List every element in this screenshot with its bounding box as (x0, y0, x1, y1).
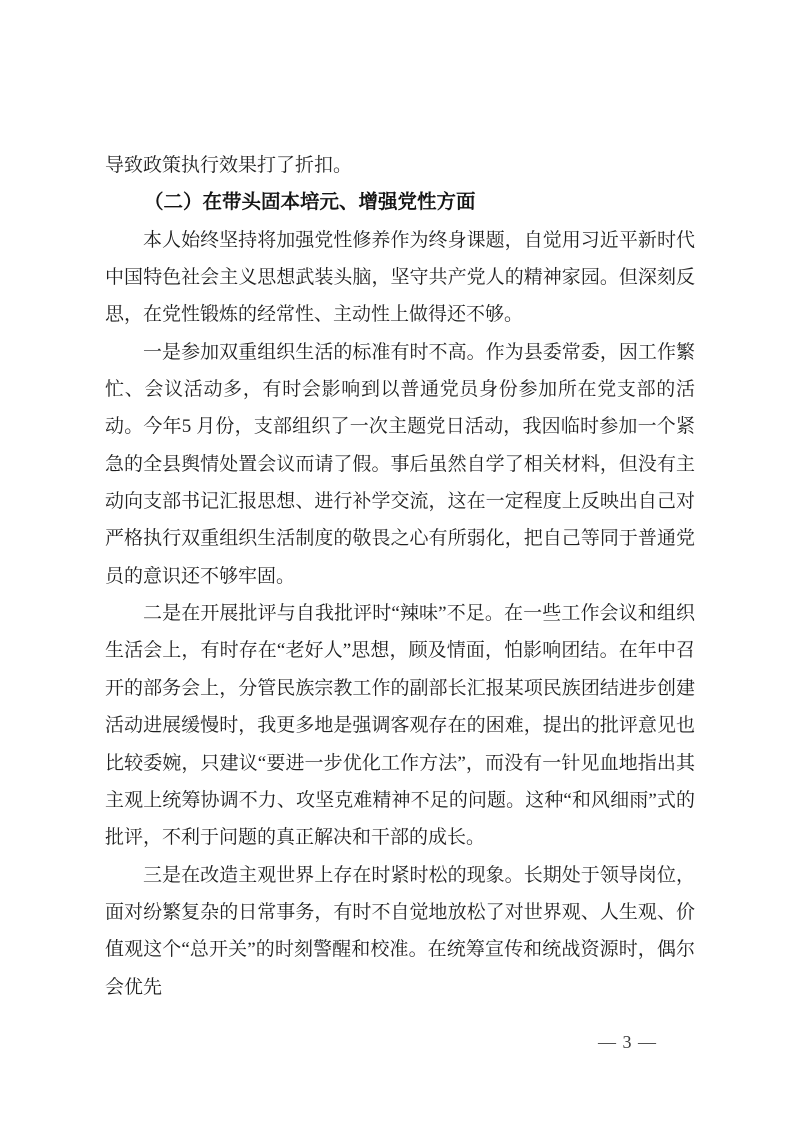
page-number: — 3 — (598, 1032, 657, 1052)
section-heading: （二）在带头固本培元、增强党性方面 (144, 192, 476, 214)
paragraph-point-two: 二是在开展批评与自我批评时“辣味”不足。在一些工作会议和组织生活会上，有时存在“老好人”思想，顾及情面，怕影响团结。在年中召开的部务会上，分管民族宗教工作的副部长汇报某项民族团结进步创建活动进展缓慢时，我更多地是强调客观存在的困难，提出的批评意见也比较委婉，只建议“要进一步优化工作方法”，而没有一针见血地指出其主观上统筹协调不力、攻坚克难精神不足的问题。这种“和风细雨”式的批评，不利于问题的真正解决和干部的成长。 (105, 603, 695, 849)
document-body (105, 147, 695, 1006)
paragraph-point-one: 一是参加双重组织生活的标准有时不高。作为县委常委，因工作繁忙、会议活动多，有时会影响到以普通党员身份参加所在党支部的活动。今年5 月份，支部组织了一次主题党日活动，我因临时参加一个紧急的全县舆情处置会议而请了假。事后虽然自学了相关材料，但没有主动向支部书记汇报思想、进行补学交流，这在一定程度上反映出自己对严格执行双重组织生活制度的敬畏之心有所弱化，把自己等同于普通党员的意识还不够牢固。 (105, 341, 695, 587)
paragraph-continuation: 导致政策执行效果打了折扣。 (105, 155, 353, 176)
paragraph-party-spirit-intro: 本人始终坚持将加强党性修养作为终身课题，自觉用习近平新时代中国特色社会主义思想武装头脑，坚守共产党人的精神家园。但深刻反思，在党性锻炼的经常性、主动性上做得还不够。 (105, 229, 695, 326)
paragraph-point-three: 三是在改造主观世界上存在时紧时松的现象。长期处于领导岗位，面对纷繁复杂的日常事务，有时不自觉地放松了对世界观、人生观、价值观这个“总开关”的时刻警醒和校准。在统筹宣传和统战资源时，偶尔会优先 (105, 864, 695, 998)
